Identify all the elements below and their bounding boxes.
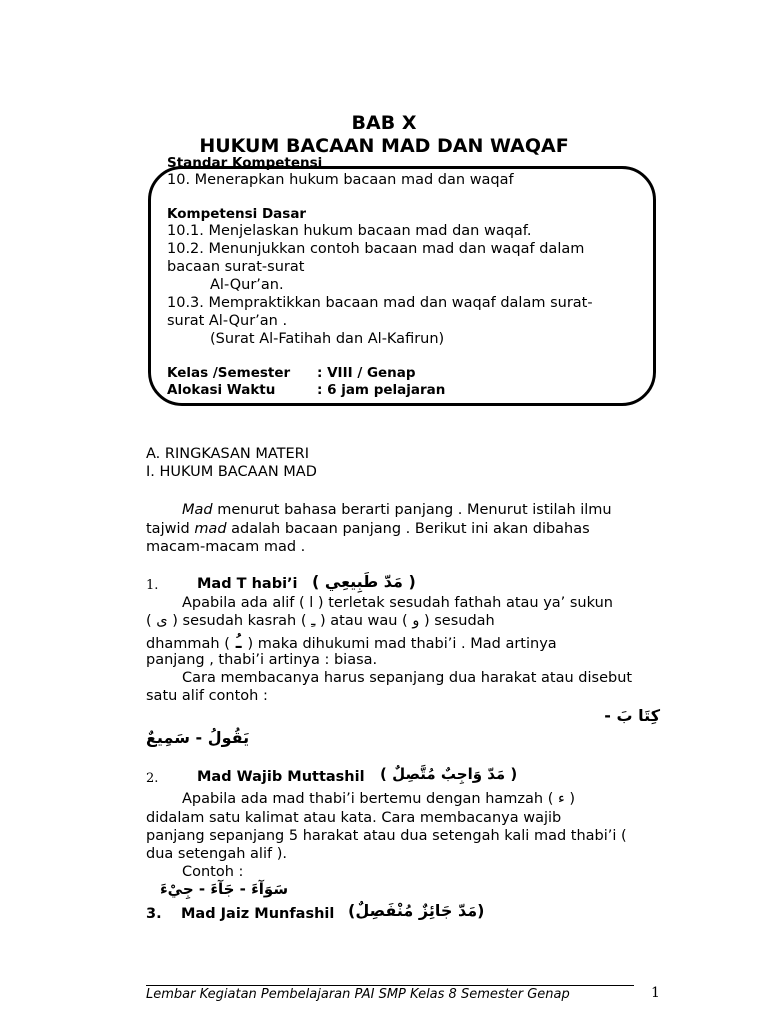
item-2-line-3: panjang sepanjang 5 harakat atau dua setengah kali mad thabi’i ( — [146, 828, 627, 844]
item-1-line-2: ( ى ) sesudah kasrah ( ـِ ) atau wau ( و ) sesudah — [146, 613, 495, 629]
item-1-example-1: كِتَا بَ - — [604, 706, 660, 725]
page-number: 1 — [651, 985, 660, 1001]
item-2-arabic: ( مَدّ وَاجِبٌ مُتَّصِلٌ ) — [380, 765, 518, 783]
item-1-line-3-b: ) maka dihukumi mad thabi’i . Mad artinya — [247, 636, 557, 652]
item-2-line-1: Apabila ada mad thabi’i bertemu dengan hamzah ( ء ) — [182, 791, 576, 807]
item-2-line-4: dua setengah alif ). — [146, 846, 287, 862]
item-2-line-5: Contoh : — [182, 864, 244, 880]
kd-item-1: 10.1. Menjelaskan hukum bacaan mad dan waqaf. — [167, 223, 532, 239]
kelas-value: : VIII / Genap — [317, 365, 416, 381]
chapter-heading: BAB X — [351, 112, 417, 134]
item-2-example: سَوَآءَ - جَآءَ - جِيْءَ — [160, 880, 289, 898]
item-1-arabic: ( مَدّ طَبِيعِي ) — [312, 572, 416, 591]
section-i-heading: I. HUKUM BACAAN MAD — [146, 464, 317, 480]
kelas-label: Kelas /Semester — [167, 365, 291, 381]
item-1-line-4: panjang , thabi’i artinya : biasa. — [146, 652, 378, 668]
dhammah-symbol: ـُ — [229, 633, 248, 653]
footer-rule — [146, 985, 634, 986]
alokasi-label: Alokasi Waktu — [167, 382, 276, 398]
item-3-arabic: (مَدّ جَائِزٌ مُنْفَصِلٌ) — [348, 901, 485, 920]
intro-line-2 — [146, 521, 590, 537]
kd-item-2-line-2: bacaan surat-surat — [167, 259, 305, 275]
intro-mad-italic: Mad — [182, 502, 213, 518]
kd-item-3-line-3: (Surat Al-Fatihah dan Al-Kafirun) — [210, 331, 445, 347]
kd-item-3-line-1: 10.3. Mempraktikkan bacaan mad dan waqaf dalam surat- — [167, 295, 593, 311]
intro-line-2-a: tajwid — [146, 521, 195, 537]
item-1-line-3 — [146, 633, 557, 653]
intro-line-2-italic: mad — [194, 521, 227, 537]
item-1-example-2: يَقُولُ - سَمِيعٌ — [146, 728, 250, 747]
item-1-title: Mad T habi’i — [197, 576, 298, 592]
kompetensi-dasar-label: Kompetensi Dasar — [167, 206, 307, 222]
section-a-heading: A. RINGKASAN MATERI — [146, 446, 310, 462]
item-2-line-2: didalam satu kalimat atau kata. Cara membacanya wajib — [146, 810, 562, 826]
kd-item-2-line-1: 10.2. Menunjukkan contoh bacaan mad dan waqaf dalam — [167, 241, 585, 257]
page-title: HUKUM BACAAN MAD DAN WAQAF — [199, 135, 569, 157]
kd-item-3-line-2: surat Al-Qur’an . — [167, 313, 288, 329]
intro-line-1-text: menurut bahasa berarti panjang . Menurut istilah ilmu — [212, 502, 612, 518]
item-1-line-5: Cara membacanya harus sepanjang dua harakat atau disebut — [182, 670, 633, 686]
footer-text: Lembar Kegiatan Pembelajaran PAI SMP Kelas 8 Semester Genap — [146, 987, 570, 1002]
item-2-number: 2. — [146, 771, 159, 786]
item-1-number: 1. — [146, 578, 159, 593]
item-3-title: Mad Jaiz Munfashil — [181, 906, 335, 922]
item-1-line-1: Apabila ada alif ( ا ) terletak sesudah fathah atau ya’ sukun — [182, 595, 613, 611]
item-2-title: Mad Wajib Muttashil — [197, 769, 365, 785]
kd-item-2-line-3: Al-Qur’an. — [210, 277, 284, 293]
item-3-number: 3. — [146, 906, 162, 922]
standar-kompetensi-label: Standar Kompetensi — [167, 155, 323, 171]
standar-kompetensi-item: 10. Menerapkan hukum bacaan mad dan waqaf — [167, 172, 514, 188]
intro-line-1 — [182, 502, 612, 518]
intro-line-3: macam-macam mad . — [146, 539, 306, 555]
intro-line-2-b: adalah bacaan panjang . Berikut ini akan dibahas — [226, 521, 590, 537]
item-1-line-3-a: dhammah ( — [146, 636, 230, 652]
item-1-line-6: satu alif contoh : — [146, 688, 268, 704]
alokasi-value: : 6 jam pelajaran — [317, 382, 446, 398]
